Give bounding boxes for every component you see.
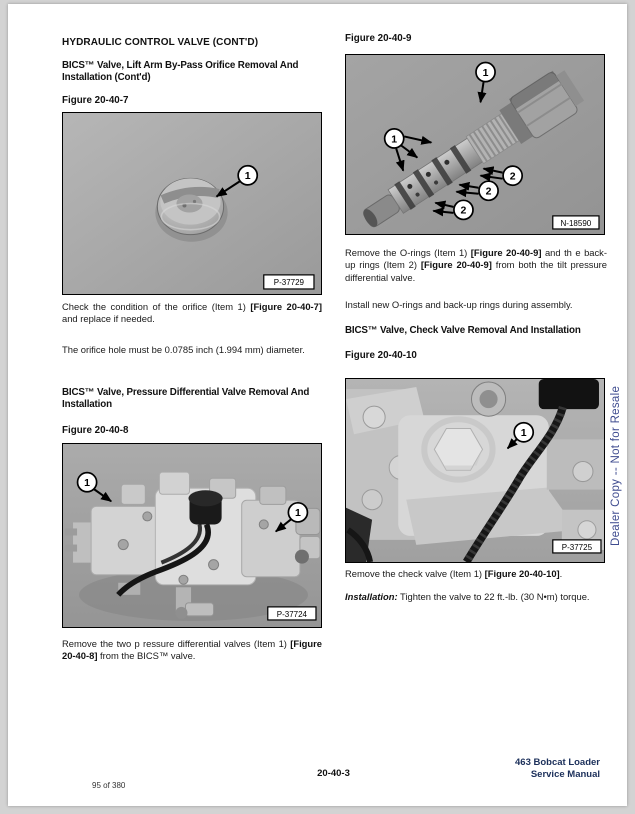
svg-text:2: 2: [460, 204, 467, 217]
figure-20-40-10-photo: [345, 378, 605, 563]
callout-1-label: 1: [244, 170, 251, 183]
text-run: Tighten the valve to 22 ft.-lb. (30 N•m) torque.: [397, 591, 590, 602]
callout-2c-badge: [454, 200, 473, 219]
svg-text:2: 2: [485, 185, 492, 198]
figure-reference: [Figure 20-40-10]: [484, 568, 560, 579]
check-valve-photo-art: [346, 379, 604, 562]
body-paragraph-remove-check-valve: [345, 568, 607, 580]
body-paragraph-remove-valves: [62, 638, 322, 663]
svg-text:P-37725: P-37725: [561, 542, 593, 552]
valve-assembly-photo-art: [63, 444, 321, 627]
photo-id-box: [553, 216, 599, 229]
callout-1-right-badge: [288, 503, 307, 522]
svg-text:1: 1: [294, 507, 301, 520]
text-run: and th e back-up rings (Item 2): [345, 247, 607, 271]
callout-1-badge: [238, 166, 257, 185]
figure-reference: [Figure 20-40-9]: [420, 259, 492, 271]
callout-1-top-badge: [476, 63, 495, 82]
svg-text:1: 1: [391, 133, 398, 146]
footer-manual-title: [400, 757, 600, 780]
figure-reference: [Figure 20-40-9]: [470, 247, 542, 258]
manual-page: [8, 4, 627, 806]
svg-text:1: 1: [482, 66, 489, 79]
svg-text:1: 1: [520, 427, 527, 440]
text-run: from the BICS™ valve.: [97, 650, 196, 662]
svg-text:N-18590: N-18590: [560, 218, 592, 228]
body-paragraph-check-orifice: [62, 301, 322, 326]
figure-caption-20-40-9: Figure 20-40-9: [345, 33, 412, 44]
text-run: Remove the check valve (Item 1): [345, 568, 485, 579]
figure-caption-20-40-8: Figure 20-40-8: [62, 425, 129, 436]
photo-id-box: [264, 275, 314, 289]
photo-id-box: [268, 607, 316, 620]
section-heading-pressure-differential: BICS™ Valve, Pressure Differential Valve Removal And Installation: [62, 387, 310, 410]
body-paragraph-install-new: Install new O-rings and back-up rings during assembly.: [345, 299, 573, 310]
text-run: Remove the two p ressure differential valves (Item 1): [62, 638, 291, 649]
photo-id-text: P-37729: [273, 277, 305, 287]
figure-reference: [Figure 20-40-7]: [250, 301, 322, 312]
footer-manual-line2: Service Manual: [530, 768, 600, 780]
body-paragraph-installation-torque: [345, 591, 607, 603]
text-run: .: [559, 568, 563, 579]
figure-20-40-9-photo: [345, 54, 605, 235]
text-run: Check the condition of the orifice (Item 1): [62, 301, 251, 312]
page-title: HYDRAULIC CONTROL VALVE (CONT'D): [62, 37, 259, 48]
footer-page-code: 20-40-3: [317, 768, 350, 779]
figure-caption-20-40-10: Figure 20-40-10: [345, 350, 417, 361]
text-run: from both the tilt pressure differential valve.: [345, 259, 608, 283]
figure-20-40-8-photo: [62, 443, 322, 628]
orifice-photo-art: [63, 113, 321, 294]
text-run: and replace if needed.: [62, 313, 155, 325]
installation-keyword: Installation:: [345, 591, 398, 602]
figure-caption-20-40-7: Figure 20-40-7: [62, 95, 129, 106]
section-heading-check-valve: BICS™ Valve, Check Valve Removal And Installation: [345, 325, 581, 336]
callout-2b-badge: [479, 181, 498, 200]
callout-1-left-badge: [385, 129, 404, 148]
figure-20-40-7-photo: [62, 112, 322, 295]
watermark-vertical-text: Dealer Copy -- Not for Resale: [610, 385, 622, 547]
callout-1-badge: [514, 423, 533, 442]
text-run: Remove the O-rings (Item 1): [345, 247, 471, 258]
body-paragraph-orings: [345, 247, 607, 284]
footer-page-number: 95 of 380: [92, 781, 126, 790]
body-paragraph-orifice-size: The orifice hole must be 0.0785 inch (1.994 mm) diameter.: [62, 344, 305, 355]
svg-text:2: 2: [509, 170, 516, 183]
section-heading-bypass-orifice: BICS™ Valve, Lift Arm By-Pass Orifice Removal And Installation (Cont'd): [62, 60, 299, 83]
figure-reference: [Figure 20-40-8]: [62, 638, 322, 662]
photo-id-box: [553, 540, 601, 553]
footer-manual-line1: 463 Bobcat Loader: [515, 757, 600, 768]
svg-text:P-37724: P-37724: [276, 609, 308, 619]
callout-1-left-badge: [78, 473, 97, 492]
svg-text:1: 1: [84, 477, 91, 490]
cartridge-photo-art: [346, 55, 604, 234]
callout-2a-badge: [503, 166, 522, 185]
